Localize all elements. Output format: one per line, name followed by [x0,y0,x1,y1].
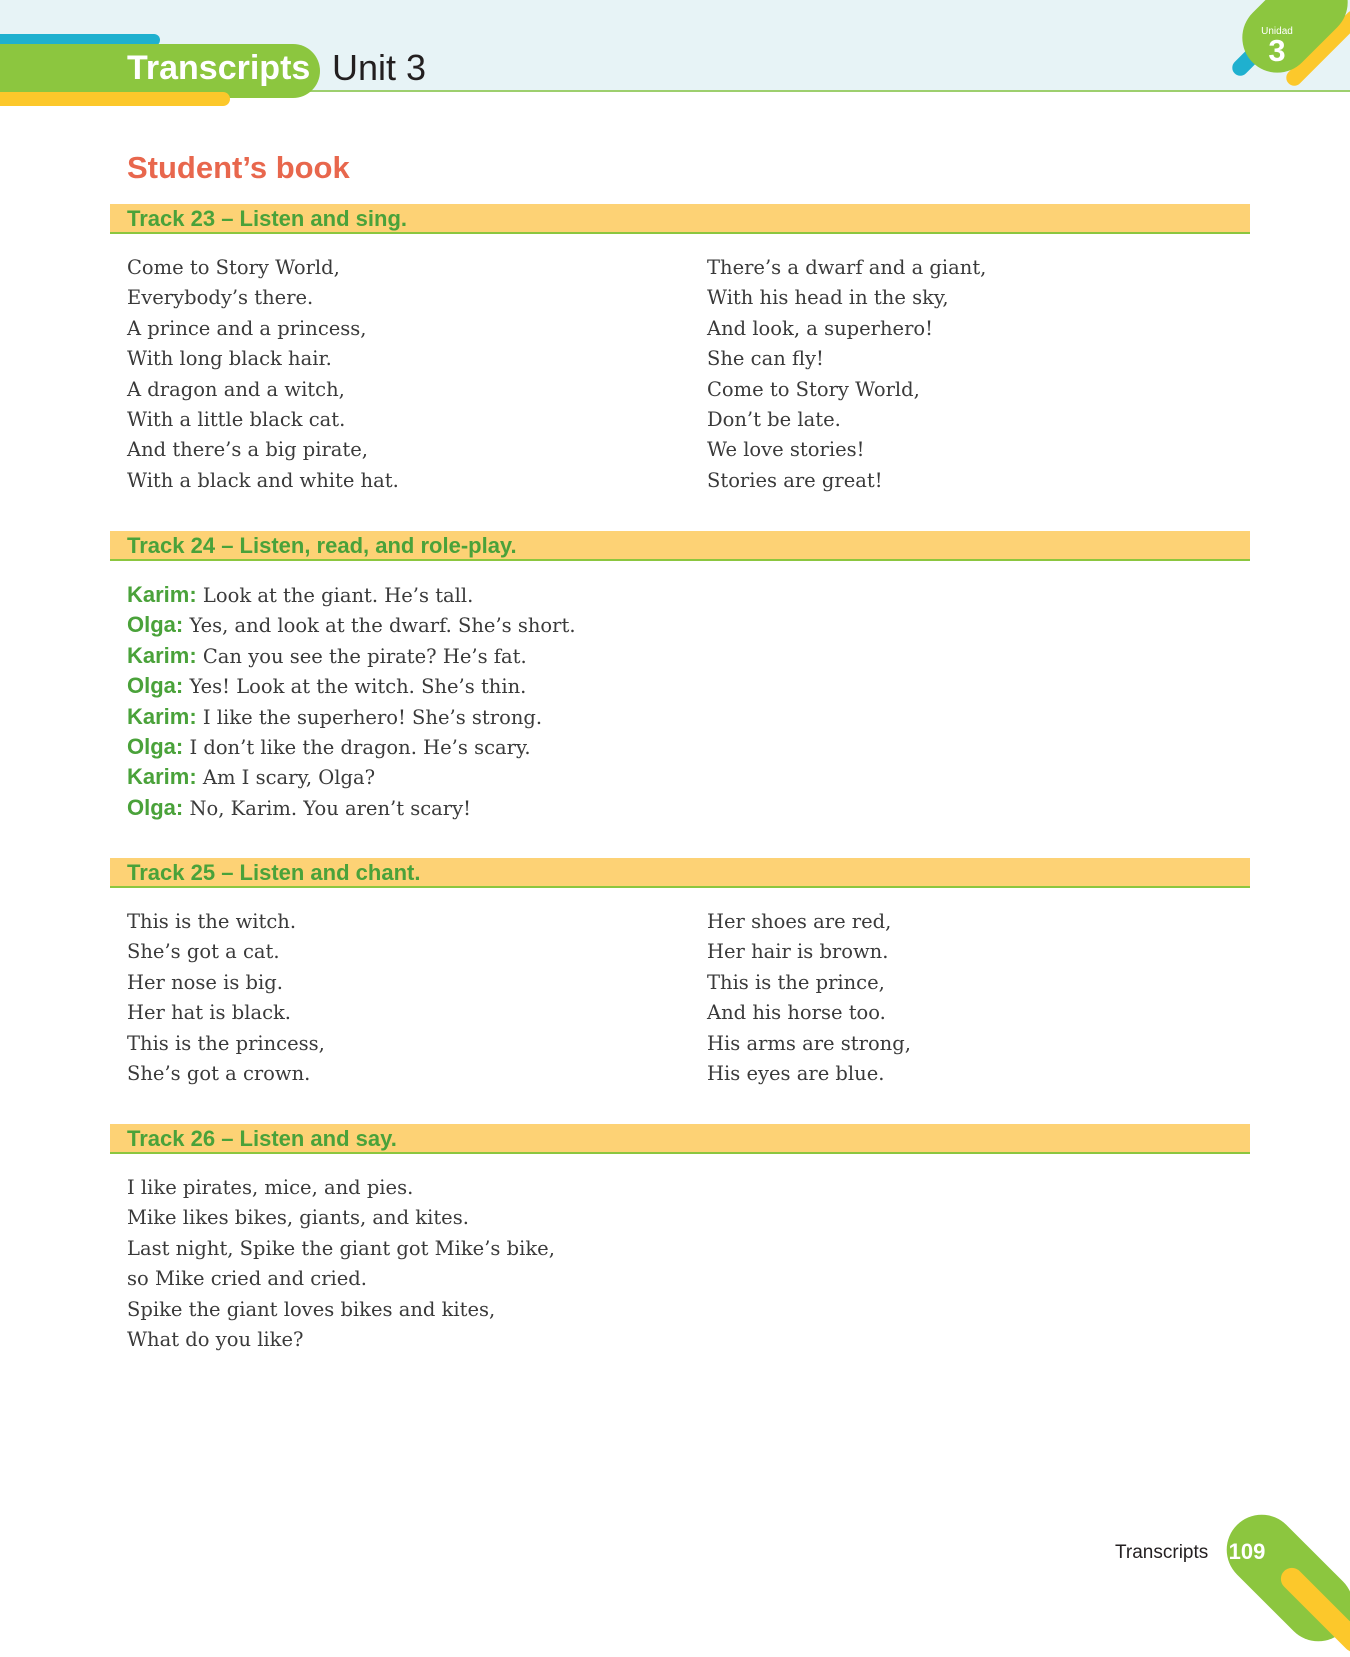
dialogue-line [127,732,576,762]
unit-badge-label: Unidad [1261,26,1293,37]
lyric-line: With a black and white hat. [127,468,399,492]
speaker-name: Karim: [127,764,197,790]
chant-line: This is the princess, [127,1031,325,1055]
chant-line: This is the prince, [707,970,885,994]
speaker-name: Olga: [127,612,184,638]
dialogue-text: No, Karim. You aren’t scary! [189,796,471,820]
say-block [127,1173,555,1355]
lyric-line: Everybody’s there. [127,286,314,310]
say-line: Last night, Spike the giant got Mike’s bike, [127,1236,555,1260]
say-line: I like pirates, mice, and pies. [127,1176,414,1199]
track-header [110,1124,1250,1154]
lyric-line: Come to Story World, [127,256,340,279]
dialogue-text: Yes, and look at the dwarf. She’s short. [189,614,576,638]
track-title: Track 24 – Listen, read, and role-play. [127,533,517,558]
chant-line: This is the witch. [127,910,297,933]
section-title: Student’s book [127,150,350,185]
dialogue-line [127,762,576,792]
speaker-name: Olga: [127,673,184,699]
speaker-name: Olga: [127,733,184,759]
lyric-line: A dragon and a witch, [127,377,345,401]
dialogue-text: I don’t like the dragon. He’s scary. [189,735,531,759]
track-title: Track 26 – Listen and say. [127,1126,397,1151]
track-header [110,204,1250,234]
chant-line: His arms are strong, [707,1031,911,1055]
lyric-line: And there’s a big pirate, [127,438,368,462]
track-title: Track 25 – Listen and chant. [127,860,421,885]
dialogue-line [127,793,576,823]
dialogue-block [127,580,576,823]
page-title: Transcripts [127,49,311,87]
track-title: Track 23 – Listen and sing. [127,206,407,231]
dialogue-line [127,641,576,671]
lyric-line: With his head in the sky, [707,286,949,310]
dialogue-text: Am I scary, Olga? [202,766,376,790]
dialogue-text: I like the superhero! She’s strong. [202,705,543,729]
lyric-line: We love stories! [707,438,865,462]
say-line: so Mike cried and cried. [127,1267,367,1291]
chant-line: She’s got a cat. [127,940,280,964]
unit-title: Unit 3 [332,47,427,88]
dialogue-line [127,580,576,610]
lyric-line: A prince and a princess, [127,316,367,340]
lyric-line: There’s a dwarf and a giant, [707,256,987,279]
chant-line: Her hat is black. [127,1001,292,1025]
chant-line: She’s got a crown. [127,1061,311,1085]
lyrics-column-right [707,253,986,496]
page-number: 109 [1228,1539,1266,1564]
lyric-line: With a little black cat. [127,407,346,431]
lyrics-column-left [127,253,399,496]
dialogue-line [127,610,576,640]
lyric-line: Stories are great! [707,468,883,492]
header-yellow-stripe [0,92,230,106]
speaker-name: Karim: [127,703,197,729]
unit-badge-number: 3 [1268,33,1286,68]
lyric-line: And look, a superhero! [707,316,933,340]
footer-label: Transcripts [1115,1542,1209,1563]
chant-line: Her nose is big. [127,970,283,994]
chant-column-right [707,907,911,1089]
chant-line: Her hair is brown. [707,940,889,964]
lyric-line: Don’t be late. [707,407,841,431]
track-header [110,531,1250,561]
chant-line: And his horse too. [707,1001,886,1025]
dialogue-line [127,671,576,701]
dialogue-text: Can you see the pirate? He’s fat. [202,644,527,668]
chant-line: Her shoes are red, [707,910,892,933]
dialogue-text: Yes! Look at the witch. She’s thin. [189,675,527,699]
dialogue-line [127,702,576,732]
speaker-name: Olga: [127,794,184,820]
track-header [110,858,1250,888]
say-line: Mike likes bikes, giants, and kites. [127,1206,469,1230]
lyric-line: She can fly! [707,347,824,371]
speaker-name: Karim: [127,582,197,607]
say-line: What do you like? [127,1327,304,1351]
say-line: Spike the giant loves bikes and kites, [127,1297,496,1321]
lyric-line: With long black hair. [127,347,332,371]
lyric-line: Come to Story World, [707,377,920,401]
chant-column-left [127,907,325,1089]
chant-line: His eyes are blue. [707,1061,885,1085]
dialogue-text: Look at the giant. He’s tall. [202,584,474,607]
speaker-name: Karim: [127,642,197,668]
